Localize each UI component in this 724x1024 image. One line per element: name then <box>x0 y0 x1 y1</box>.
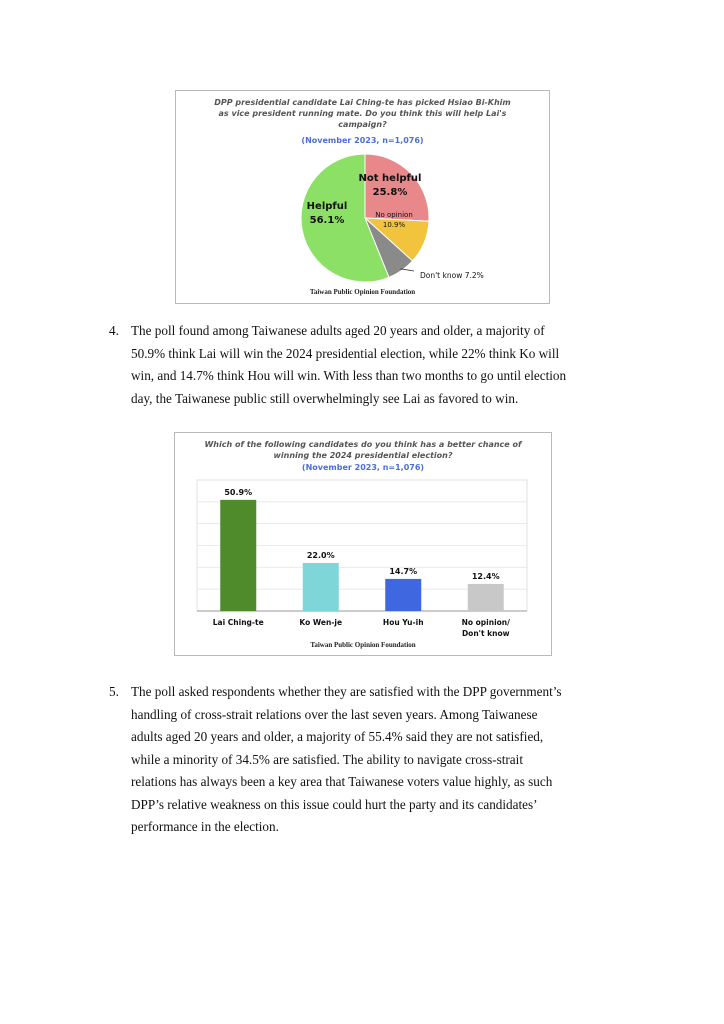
pie-value-not-helpful: 25.8% <box>372 187 408 198</box>
pie-title-line-3: campaign? <box>338 120 387 129</box>
pie-label-dont-know: Don't know 7.2% <box>420 271 484 280</box>
paragraph-4-line: 50.9% think Lai will win the 2024 presidential election, while 22% think Ko will <box>131 345 560 361</box>
paragraph-5-line: adults aged 20 years and older, a majority of 55.4% said they are not satisfied, <box>131 729 544 744</box>
bar-value-label: 50.9% <box>224 487 253 497</box>
paragraph-5-line: The poll asked respondents whether they are satisfied with the DPP government’s <box>131 684 562 699</box>
paragraph-4-line: win, and 14.7% think Hou will win. With less than two months to go until election <box>131 368 567 383</box>
x-tick-label: Don't know <box>461 629 510 638</box>
bar-title-line-1: Which of the following candidates do you think has a better chance of <box>204 440 522 449</box>
bar-value-label: 14.7% <box>389 566 418 576</box>
x-tick-label: Ko Wen-je <box>299 618 343 627</box>
pie-label-helpful: Helpful <box>306 201 348 212</box>
pie-label-not-helpful: Not helpful <box>358 173 422 184</box>
paragraph-4-number: 4. <box>109 323 119 338</box>
bar-value-label: 12.4% <box>471 571 500 581</box>
paragraph-5-line: DPP’s relative weakness on this issue could hurt the party and its candidates’ <box>131 796 538 812</box>
paragraph-5 <box>109 681 629 841</box>
bar-chart-plot <box>175 473 551 643</box>
paragraph-4 <box>109 320 629 412</box>
pie-chart-figure <box>175 90 550 304</box>
bar-title-line-2: winning the 2024 presidential election? <box>273 451 453 460</box>
x-tick-label: Hou Yu-ih <box>382 618 424 627</box>
pie-chart-title <box>176 97 549 130</box>
bar-chart-source: Taiwan Public Opinion Foundation <box>310 641 416 649</box>
paragraph-5-number: 5. <box>109 684 119 699</box>
pie-chart-subtitle: (November 2023, n=1,076) <box>301 136 424 145</box>
paragraph-5-line: while a minority of 34.5% are satisfied. The ability to navigate cross-strait <box>131 751 523 767</box>
pie-chart-source: Taiwan Public Opinion Foundation <box>309 288 416 296</box>
bar <box>220 500 256 611</box>
bar <box>303 563 339 611</box>
bar-chart-figure <box>174 432 552 656</box>
pie-title-line-2: as vice president running mate. Do you think this will help Lai's <box>218 109 507 118</box>
bar <box>468 584 504 611</box>
paragraph-5-line: performance in the election. <box>131 819 279 834</box>
pie-value-no-opinion: 10.9% <box>382 221 406 229</box>
pie-label-no-opinion: No opinion <box>375 211 413 219</box>
bar-value-label: 22.0% <box>306 550 335 560</box>
bar-chart-title <box>175 439 551 461</box>
x-tick-label: Lai Ching-te <box>212 618 264 627</box>
pie-chart-plot <box>176 143 549 303</box>
bar <box>385 579 421 611</box>
paragraph-4-line: The poll found among Taiwanese adults aged 20 years and older, a majority of <box>131 323 545 338</box>
pie-value-helpful: 56.1% <box>309 215 345 226</box>
bar-chart-subtitle: (November 2023, n=1,076) <box>301 463 425 472</box>
paragraph-5-line: handling of cross-strait relations over the last seven years. Among Taiwanese <box>131 706 538 722</box>
x-tick-label: No opinion/ <box>461 618 510 627</box>
paragraph-4-line: day, the Taiwanese public still overwhelmingly see Lai as favored to win. <box>131 390 519 406</box>
paragraph-5-line: relations has always been a key area that Taiwanese voters value highly, as such <box>131 774 553 789</box>
pie-title-line-1: DPP presidential candidate Lai Ching-te has picked Hsiao Bi-Khim <box>214 98 511 107</box>
